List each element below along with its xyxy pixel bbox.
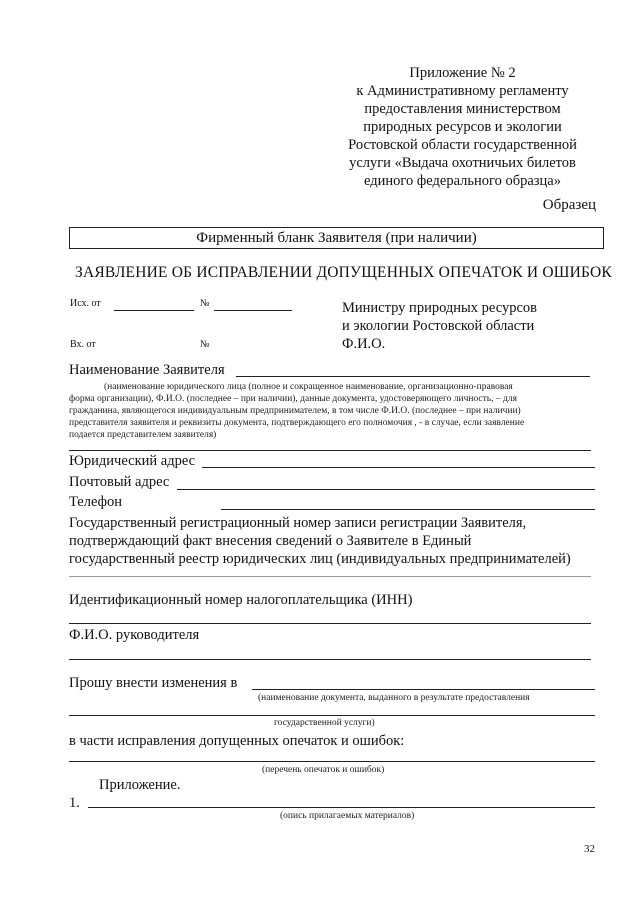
applicant-field[interactable] [236,376,590,377]
request-document-field-2[interactable] [69,715,595,716]
correction-label: в части исправления допущенных опечаток и ошибок: [69,733,405,749]
appendix-line: Ростовской области государственной [348,137,577,153]
recipient-line: и экологии Ростовской области [342,318,535,334]
recipient-block [342,299,537,353]
registration-line: Государственный регистрационный номер записи регистрации Заявителя, [69,515,527,531]
request-label: Прошу внести изменения в [69,675,238,691]
postal-address-field[interactable] [177,489,595,490]
letterhead-box: Фирменный бланк Заявителя (при наличии) [69,227,604,249]
page-number: 32 [584,843,595,855]
attachment-caption: (опись прилагаемых материалов) [280,811,415,821]
inn-label: Идентификационный номер налогоплательщика (ИНН) [69,592,413,608]
incoming-label: Вх. от [70,339,96,350]
request-caption: государственной услуги) [274,718,375,728]
correction-field[interactable] [69,761,595,762]
outgoing-date-field[interactable] [114,310,194,311]
attachment-item-number: 1. [69,795,80,811]
request-document-field[interactable] [252,689,595,690]
correction-caption: (перечень опечаток и ошибок) [262,765,385,775]
outgoing-number-label: № [200,298,210,309]
document-title: ЗАЯВЛЕНИЕ ОБ ИСПРАВЛЕНИИ ДОПУЩЕННЫХ ОПЕЧАТОК И ОШИБОК [75,264,612,281]
registration-line: государственный реестр юридических лиц (индивидуальных предпринимателей) [69,551,571,567]
outgoing-label: Исх. от [70,298,101,309]
appendix-line: услуги «Выдача охотничьих билетов [349,155,576,171]
postal-address-label: Почтовый адрес [69,474,170,490]
sample-label: Образец [542,197,596,213]
applicant-label: Наименование Заявителя [69,362,225,378]
applicant-hint-line: (наименование юридического лица (полное и сокращенное наименование, организационно-правовая [104,382,513,392]
director-field[interactable] [69,659,591,660]
attachment-item-field[interactable] [88,807,595,808]
registration-line: подтверждающий факт внесения сведений о Заявителе в Единый [69,533,472,549]
legal-address-field[interactable] [202,467,595,468]
registration-field[interactable] [69,576,591,577]
appendix-line: природных ресурсов и экологии [363,119,562,135]
phone-label: Телефон [69,494,122,510]
appendix-line: предоставления министерством [364,101,561,117]
appendix-header [340,64,585,190]
applicant-hint-line: подается представителем заявителя) [69,430,217,440]
applicant-hint-line: форма организации), Ф.И.О. (последнее – при наличии), данные документа, удостоверяющего личность, – для [69,394,517,404]
appendix-line: единого федерального образца» [364,173,561,189]
director-label: Ф.И.О. руководителя [69,627,200,643]
recipient-line: Министру природных ресурсов [342,300,537,316]
outgoing-number-field[interactable] [214,310,292,311]
incoming-number-label: № [200,339,210,350]
recipient-line: Ф.И.О. [342,336,386,352]
inn-field[interactable] [69,623,591,624]
legal-address-label: Юридический адрес [69,453,196,469]
attachment-label: Приложение. [99,777,181,793]
registration-text [69,514,594,568]
phone-field[interactable] [221,509,595,510]
applicant-hint-line: представителя заявителя и реквизиты документа, подтверждающего его полномочия , - в случае, если заявление [69,418,525,428]
request-caption: (наименование документа, выданного в результате предоставления [258,693,530,703]
appendix-line: Приложение № 2 [409,65,516,81]
appendix-line: к Административному регламенту [356,83,569,99]
applicant-extra-field[interactable] [69,450,591,451]
applicant-hint-line: гражданина, являющегося индивидуальным предпринимателем, в том числе Ф.И.О. (последнее – при наличии) [69,406,521,416]
